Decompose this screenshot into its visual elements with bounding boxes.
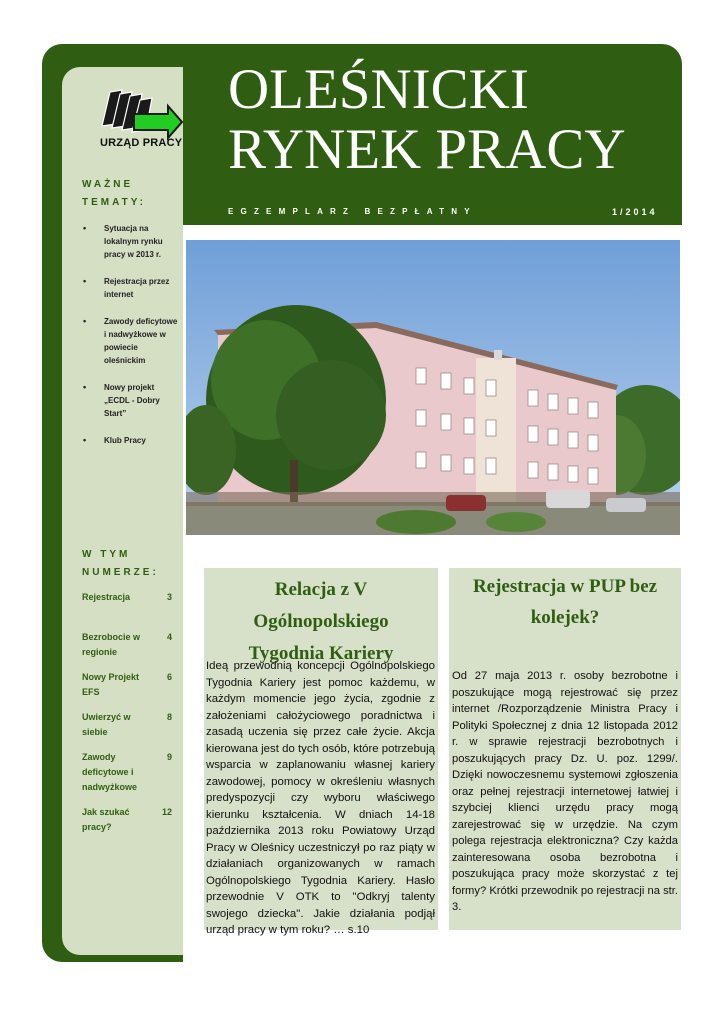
toc-item[interactable] [82, 805, 174, 835]
toc-title: Rejestracja [82, 592, 131, 602]
toc-page: 12 [161, 807, 172, 817]
toc-title: Jak szukać pracy? [82, 807, 130, 832]
list-item: • Zawody deficytowe i nadwyżkowe w powiecie oleśnickim [82, 315, 178, 367]
title-line-1: OLEŚNICKI [228, 58, 529, 121]
toc-item[interactable] [82, 670, 174, 700]
topics-list [82, 222, 178, 461]
list-item: • Klub Pracy [82, 434, 178, 447]
toc-item[interactable] [82, 750, 174, 795]
important-topics-heading: WAŻNE TEMATY: [82, 179, 146, 208]
title-line-2: RYNEK PRACY [228, 118, 626, 181]
article-title: Rejestracja w PUP bez kolejek? [472, 576, 658, 628]
article-career-week [204, 568, 438, 936]
article-title: Relacja z V Ogólnopolskiego Tygodnia Kariery [248, 579, 394, 664]
toc-title: Bezrobocie w regionie [82, 632, 141, 657]
toc-title: Nowy Projekt EFS [82, 672, 140, 697]
toc-page: 9 [166, 752, 172, 762]
article-body: Ideą przewodnią koncepcji Ogólnopolskiego Tygodnia Kariery jest pomoc każdemu, w każdym momencie jego życia, zgodnie z założeniami całożyciowego poradnictwa i zasadą uczenia się przez całe życie. Akcja kierowana jest do tych osób, które potrzebują wsparcia w zaplanowaniu własnej kariery zawodowej, pomocy w określeniu własnych predyspozycji czy wyboru właściwego kierunku kształcenia. W dniach 14-18 października 2013 roku Powiatowy Urząd Pracy w Oleśnicy uczestniczył po raz piąty w działaniach organizowanych w ramach Ogólnopolskiego Tygodnia Kariery. Hasło przewodnie V OTK to "Odkryj talenty swojego dziecka". Jakie działania podjął urząd pracy w tym roku? … s.10 [206, 660, 435, 936]
article-body: Od 27 maja 2013 r. osoby bezrobotne i poszukujące mogą rejestrować się przez internet /Rozporządzenie Ministra Pracy i Polityki Społecznej z dnia 12 listopada 2012 r. w sprawie rejestracji bezrobotnych i poszukujących pracy Dz. U. poz. 1299/. Dzięki nowoczesnemu systemowi zgłoszenia oraz pełnej rejestracji internetowej łatwiej i szybciej klienci urzędu pracy mogą zarejestrować się w urzędzie. Na czym polega rejestracja elektroniczna? Czy każda zainteresowana osoba bezrobotna i poszukująca pracy może skorzystać z tej formy? Krótki przewodnik po rejestracji na str. 3. [452, 670, 678, 913]
newsletter-title [228, 60, 678, 180]
toc-item[interactable] [82, 710, 174, 740]
list-item: • Nowy projekt „ECDL - Dobry Start” [82, 381, 178, 420]
toc-title: Uwierzyć w siebie [82, 712, 131, 737]
issue-number: 1/2014 [612, 207, 658, 217]
in-this-issue-heading: W TYM NUMERZE: [82, 549, 159, 578]
toc-item[interactable] [82, 590, 174, 605]
toc-page: 4 [166, 632, 172, 642]
toc-page: 8 [166, 712, 172, 722]
logo-text: URZĄD PRACY [100, 137, 183, 149]
list-item: • Rejestracja przez internet [82, 275, 178, 301]
building-photo [186, 240, 680, 535]
toc-item[interactable] [82, 630, 174, 660]
toc-page: 6 [166, 672, 172, 682]
toc-title: Zawody deficytowe i nadwyżkowe [82, 752, 138, 792]
list-item: • Sytuacja na lokalnym rynku pracy w 2013 r. [82, 222, 178, 261]
free-copy-subtitle: EGZEMPLARZ BEZPŁATNY [228, 207, 477, 216]
toc-page: 3 [166, 592, 172, 602]
article-registration [449, 568, 681, 930]
